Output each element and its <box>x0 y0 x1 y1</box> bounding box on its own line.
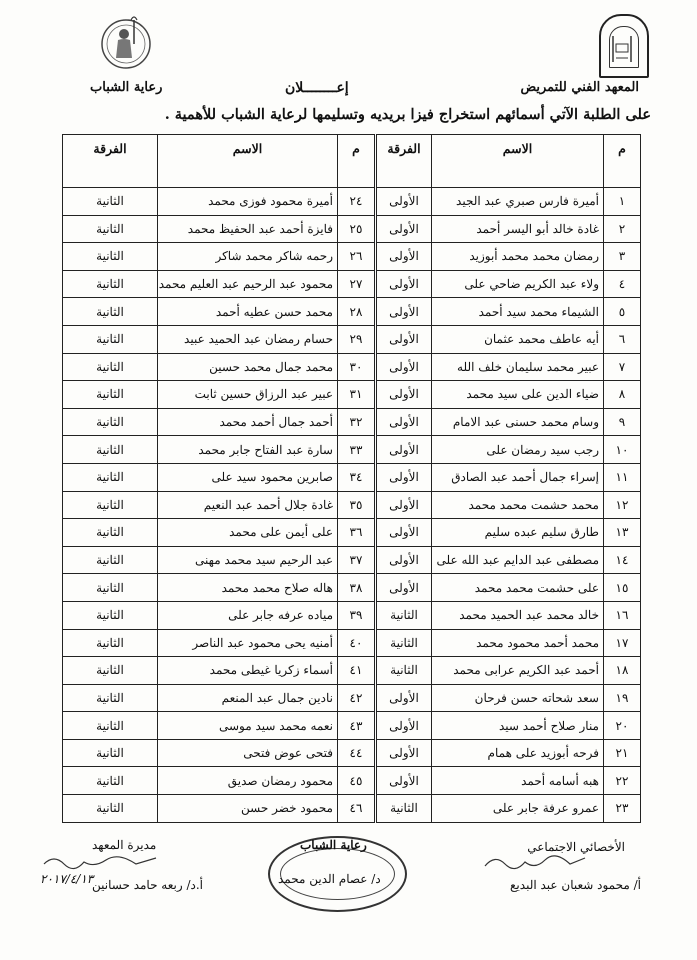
column-gap <box>375 712 377 740</box>
student-class: الأولى <box>377 767 432 795</box>
student-name: أيه عاطف محمد عثمان <box>432 325 604 353</box>
row-number: ٤ <box>604 270 641 298</box>
table-header-row <box>63 135 641 188</box>
table-row <box>63 463 641 491</box>
students-table-body <box>63 188 641 823</box>
handwritten-date: ٢٠١٧/٤/١٣ <box>40 872 94 886</box>
column-gap <box>375 601 377 629</box>
row-number: ٩ <box>604 408 641 436</box>
row-number: ٦ <box>604 325 641 353</box>
student-class: الأولى <box>377 188 432 216</box>
director-signature <box>40 852 160 874</box>
table-row <box>63 657 641 685</box>
student-name: رحمه شاكر محمد شاكر <box>158 243 338 271</box>
table-row <box>63 353 641 381</box>
student-class: الثانية <box>63 684 158 712</box>
row-number: ٣١ <box>338 381 375 409</box>
student-name: غادة خالد أبو اليسر أحمد <box>432 215 604 243</box>
column-gap <box>375 739 377 767</box>
student-class: الأولى <box>377 243 432 271</box>
student-name: هبه أسامه أحمد <box>432 767 604 795</box>
student-class: الثانية <box>63 601 158 629</box>
row-number: ٢٠ <box>604 712 641 740</box>
student-name: على أيمن على محمد <box>158 519 338 547</box>
row-number: ٢٦ <box>338 243 375 271</box>
student-name: ضياء الدين على سيد محمد <box>432 381 604 409</box>
logo-emblem-icon <box>599 14 645 74</box>
row-number: ٢٨ <box>338 298 375 326</box>
row-number: ٤٠ <box>338 629 375 657</box>
table-row <box>63 519 641 547</box>
table-row <box>63 684 641 712</box>
student-name: إسراء جمال أحمد عبد الصادق <box>432 463 604 491</box>
student-name: رمضان محمد محمد أبوزيد <box>432 243 604 271</box>
student-name: محمود خضر حسن <box>158 795 338 823</box>
student-class: الثانية <box>63 436 158 464</box>
student-name: عبد الرحيم سيد محمد مهنى <box>158 546 338 574</box>
row-number: ٣٧ <box>338 546 375 574</box>
student-name: منار صلاح أحمد سيد <box>432 712 604 740</box>
student-class: الثانية <box>63 270 158 298</box>
row-number: ٥ <box>604 298 641 326</box>
student-class: الأولى <box>377 408 432 436</box>
column-gap <box>375 215 377 243</box>
column-gap <box>375 546 377 574</box>
table-row <box>63 795 641 823</box>
student-class: الأولى <box>377 381 432 409</box>
student-name: أمنيه يحى محمود عبد الناصر <box>158 629 338 657</box>
table-row <box>63 712 641 740</box>
institute-name: المعهد الفني للتمريض <box>520 80 639 95</box>
column-gap <box>375 629 377 657</box>
student-class: الثانية <box>63 188 158 216</box>
row-number: ١٧ <box>604 629 641 657</box>
student-name: محمد حشمت محمد محمد <box>432 491 604 519</box>
row-number: ٤١ <box>338 657 375 685</box>
column-gap <box>375 463 377 491</box>
university-logo <box>599 14 649 78</box>
row-number: ٣٣ <box>338 436 375 464</box>
student-name: محمد جمال محمد حسين <box>158 353 338 381</box>
student-name: سارة عبد الفتاح جابر محمد <box>158 436 338 464</box>
table-row <box>63 298 641 326</box>
student-name: مصطفى عبد الدايم عبد الله على <box>432 546 604 574</box>
student-name: الشيماء محمد سيد أحمد <box>432 298 604 326</box>
column-gap <box>375 767 377 795</box>
row-number: ٧ <box>604 353 641 381</box>
row-number: ٢٩ <box>338 325 375 353</box>
header-num-2: م <box>338 135 375 188</box>
student-name: فتحى عوض فتحى <box>158 739 338 767</box>
column-gap <box>375 325 377 353</box>
column-gap <box>375 574 377 602</box>
row-number: ١١ <box>604 463 641 491</box>
student-name: حسام رمضان عبد الحميد عبيد <box>158 325 338 353</box>
table-row <box>63 739 641 767</box>
student-class: الثانية <box>63 795 158 823</box>
row-number: ٣٤ <box>338 463 375 491</box>
student-name: أسماء زكريا غيطى محمد <box>158 657 338 685</box>
student-class: الثانية <box>63 519 158 547</box>
row-number: ٤٥ <box>338 767 375 795</box>
row-number: ١٨ <box>604 657 641 685</box>
student-name: على حشمت محمد محمد <box>432 574 604 602</box>
student-class: الثانية <box>63 463 158 491</box>
column-gap <box>375 491 377 519</box>
table-row <box>63 243 641 271</box>
row-number: ٣٢ <box>338 408 375 436</box>
student-name: رجب سيد رمضان على <box>432 436 604 464</box>
student-class: الثانية <box>377 601 432 629</box>
column-gap <box>375 381 377 409</box>
director-name: أ.د/ ربعه حامد حسانين <box>92 878 204 892</box>
student-class: الثانية <box>63 491 158 519</box>
student-name: محمد أحمد محمود محمد <box>432 629 604 657</box>
student-class: الثانية <box>63 739 158 767</box>
student-class: الثانية <box>377 795 432 823</box>
student-class: الثانية <box>63 546 158 574</box>
student-class: الثانية <box>63 215 158 243</box>
student-name: أحمد عبد الكريم عرابى محمد <box>432 657 604 685</box>
student-name: عمرو عرفة جابر على <box>432 795 604 823</box>
student-name: أميرة فارس صبري عبد الجيد <box>432 188 604 216</box>
row-number: ١٩ <box>604 684 641 712</box>
student-class: الثانية <box>63 574 158 602</box>
student-class: الأولى <box>377 546 432 574</box>
student-class: الثانية <box>63 629 158 657</box>
header-num: م <box>604 135 641 188</box>
student-name: نادين جمال عبد المنعم <box>158 684 338 712</box>
table-row <box>63 601 641 629</box>
row-number: ٤٤ <box>338 739 375 767</box>
row-number: ١٤ <box>604 546 641 574</box>
column-gap <box>375 657 377 685</box>
table-row <box>63 215 641 243</box>
student-name: فرحه أبوزيد على همام <box>432 739 604 767</box>
header-name: الاسم <box>432 135 604 188</box>
student-class: الأولى <box>377 739 432 767</box>
student-class: الأولى <box>377 353 432 381</box>
student-class: الأولى <box>377 215 432 243</box>
department-name: رعاية الشباب <box>90 80 163 95</box>
column-gap <box>375 243 377 271</box>
social-worker-signature <box>480 850 590 876</box>
student-class: الثانية <box>377 657 432 685</box>
student-name: سعد شحاته حسن فرحان <box>432 684 604 712</box>
table-row <box>63 546 641 574</box>
table-row <box>63 381 641 409</box>
student-class: الثانية <box>63 243 158 271</box>
nurse-emblem-icon <box>98 14 154 72</box>
students-table <box>62 134 641 823</box>
announcement-subject: على الطلبة الآتي أسمائهم استخراج فيزا بريديه وتسليمها لرعاية الشباب للأهمية . <box>164 106 651 123</box>
column-gap <box>375 353 377 381</box>
student-class: الأولى <box>377 519 432 547</box>
column-gap <box>375 270 377 298</box>
row-number: ٢٧ <box>338 270 375 298</box>
table-row <box>63 270 641 298</box>
student-name: صابرين محمود سيد على <box>158 463 338 491</box>
student-name: محمود رمضان صديق <box>158 767 338 795</box>
row-number: ٤٦ <box>338 795 375 823</box>
column-gap <box>375 684 377 712</box>
student-name: أميرة محمود فوزى محمد <box>158 188 338 216</box>
column-gap <box>375 408 377 436</box>
student-class: الثانية <box>63 298 158 326</box>
row-number: ١٦ <box>604 601 641 629</box>
table-row <box>63 629 641 657</box>
student-class: الأولى <box>377 712 432 740</box>
column-gap <box>375 188 377 216</box>
column-gap <box>375 298 377 326</box>
youth-care-title: رعاية الشباب <box>300 838 367 852</box>
student-class: الثانية <box>63 657 158 685</box>
student-name: عبير محمد سليمان خلف الله <box>432 353 604 381</box>
table-row <box>63 436 641 464</box>
student-class: الأولى <box>377 436 432 464</box>
student-class: الأولى <box>377 463 432 491</box>
row-number: ٢٤ <box>338 188 375 216</box>
student-name: نعمه محمد سيد موسى <box>158 712 338 740</box>
youth-care-name: د/ عصام الدين محمد <box>278 872 381 886</box>
row-number: ٨ <box>604 381 641 409</box>
student-class: الثانية <box>63 381 158 409</box>
student-name: محمود عبد الرحيم عبد العليم محمد <box>158 270 338 298</box>
table-row <box>63 188 641 216</box>
table-row <box>63 325 641 353</box>
student-name: وسام محمد حسنى عبد الامام <box>432 408 604 436</box>
row-number: ٢ <box>604 215 641 243</box>
row-number: ٣٠ <box>338 353 375 381</box>
column-gap <box>375 436 377 464</box>
student-class: الثانية <box>63 712 158 740</box>
row-number: ٢٣ <box>604 795 641 823</box>
table-row <box>63 408 641 436</box>
nursing-institute-logo <box>98 14 154 72</box>
student-class: الثانية <box>63 767 158 795</box>
announcement-title: إعــــــــلان <box>285 80 349 96</box>
row-number: ٣٥ <box>338 491 375 519</box>
student-class: الأولى <box>377 684 432 712</box>
student-name: خالد محمد عبد الحميد محمد <box>432 601 604 629</box>
table-row <box>63 491 641 519</box>
student-name: هاله صلاح محمد محمد <box>158 574 338 602</box>
student-class: الأولى <box>377 325 432 353</box>
column-gap <box>375 795 377 823</box>
header-class-2: الفرقة <box>63 135 158 188</box>
director-title: مديرة المعهد <box>92 838 157 852</box>
header-class: الفرقة <box>377 135 432 188</box>
row-number: ٣ <box>604 243 641 271</box>
social-worker-title: الأخصائي الاجتماعي <box>527 840 625 854</box>
student-name: مياده عرفه جابر على <box>158 601 338 629</box>
student-class: الأولى <box>377 491 432 519</box>
row-number: ٣٦ <box>338 519 375 547</box>
student-class: الثانية <box>63 325 158 353</box>
row-number: ١٠ <box>604 436 641 464</box>
row-number: ٣٩ <box>338 601 375 629</box>
column-gap <box>375 519 377 547</box>
student-name: ولاء عبد الكريم ضاحي على <box>432 270 604 298</box>
row-number: ٢٢ <box>604 767 641 795</box>
student-name: محمد حسن عطيه أحمد <box>158 298 338 326</box>
student-class: الثانية <box>63 408 158 436</box>
row-number: ١٥ <box>604 574 641 602</box>
row-number: ١ <box>604 188 641 216</box>
student-class: الأولى <box>377 574 432 602</box>
student-name: غادة جلال أحمد عبد النعيم <box>158 491 338 519</box>
row-number: ٤٢ <box>338 684 375 712</box>
student-name: فايزة أحمد عبد الحفيظ محمد <box>158 215 338 243</box>
row-number: ٤٣ <box>338 712 375 740</box>
row-number: ١٢ <box>604 491 641 519</box>
student-class: الثانية <box>377 629 432 657</box>
table-row <box>63 767 641 795</box>
row-number: ٢١ <box>604 739 641 767</box>
student-name: عبير عبد الرزاق حسين ثابت <box>158 381 338 409</box>
student-name: طارق سليم عبده سليم <box>432 519 604 547</box>
row-number: ٢٥ <box>338 215 375 243</box>
student-class: الأولى <box>377 298 432 326</box>
table-row <box>63 574 641 602</box>
social-worker-name: أ/ محمود شعبان عبد البديع <box>510 878 641 892</box>
row-number: ١٣ <box>604 519 641 547</box>
student-class: الثانية <box>63 353 158 381</box>
student-class: الأولى <box>377 270 432 298</box>
header-name-2: الاسم <box>158 135 338 188</box>
student-name: أحمد جمال أحمد محمد <box>158 408 338 436</box>
row-number: ٣٨ <box>338 574 375 602</box>
